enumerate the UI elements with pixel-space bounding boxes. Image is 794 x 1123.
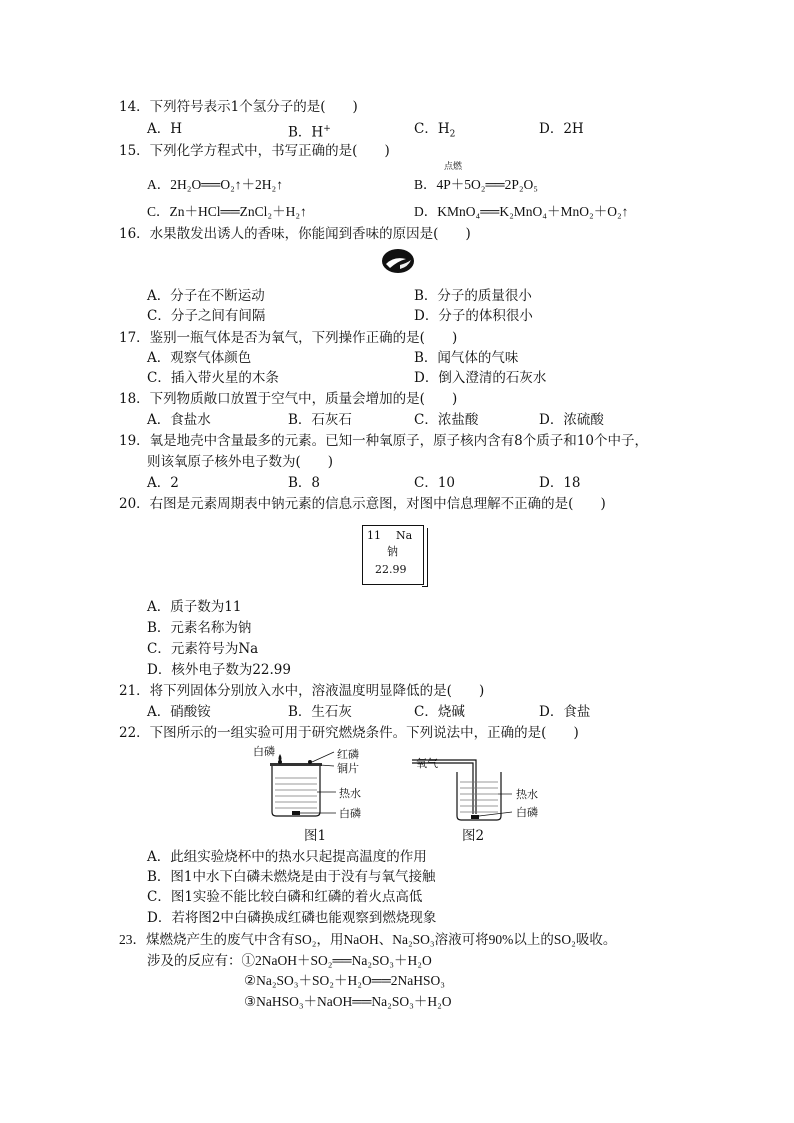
q20-option-c: C．元素符号为Na: [147, 641, 259, 657]
q23-stem-line2: 涉及的反应有：①2NaOH＋SO₂══Na₂SO₃＋H₂O: [147, 953, 432, 968]
fig1-label-white-p-top: 白磷: [253, 745, 275, 758]
q22-option-b: B．图1中水下白磷未燃烧是由于没有与氧气接触: [147, 869, 436, 885]
q20-stem: 20．右图是元素周期表中钠元素的信息示意图，对图中信息理解不正确的是( ): [119, 496, 606, 512]
q22-stem: 22．下图所示的一组实验可用于研究燃烧条件。下列说法中，正确的是( ): [119, 725, 579, 741]
q21-option-c: C．烧碱: [414, 704, 465, 720]
q14-option-c: C．$H_2$: [414, 121, 456, 140]
fig2-label-hot-water: 热水: [516, 788, 538, 801]
element-card-name: 钠: [387, 545, 398, 558]
element-card-symbol: Na: [396, 529, 413, 542]
q17-option-d: D．倒入澄清的石灰水: [414, 370, 547, 386]
element-card-sodium: [362, 525, 424, 585]
q21-option-b: B．生石灰: [288, 704, 352, 720]
q19-stem-line1: 19．氧是地壳中含量最多的元素。已知一种氧原子，原子核内含有8个质子和10个中子，: [119, 433, 648, 449]
q18-option-a: A．食盐水: [147, 412, 211, 428]
element-card-mass: 22.99: [375, 563, 407, 576]
q22-option-a: A．此组实验烧杯中的热水只起提高温度的作用: [147, 849, 427, 865]
q14-stem: 14．下列符号表示1个氢分子的是( ): [119, 99, 358, 115]
q16-option-a: A．分子在不断运动: [147, 288, 265, 304]
q15-condition: 点燃: [444, 162, 463, 172]
q15-option-d: D．KMnO₄══K₂MnO₄＋MnO₂＋O₂↑: [414, 204, 629, 219]
q16-option-d: D．分子的体积很小: [414, 308, 533, 324]
q19-option-c: C．10: [414, 475, 456, 491]
fig1-label-white-p-bottom: 白磷: [339, 807, 361, 820]
fig1-label-hot-water: 热水: [339, 787, 361, 800]
q14-option-d: D．2H: [539, 121, 584, 137]
fig2-label-oxygen: 氧气: [416, 757, 438, 770]
fig1-label-copper: 铜片: [337, 762, 359, 775]
q23-stem-line1: 23．煤燃烧产生的废气中含有SO₂，用NaOH、Na₂SO₃溶液可将90%以上的SO₂吸收。: [119, 932, 617, 947]
q20-option-b: B．元素名称为钠: [147, 620, 252, 636]
q17-option-c: C．插入带火星的木条: [147, 370, 279, 386]
fig2-label-white-p: 白磷: [516, 806, 538, 819]
q18-option-b: B．石灰石: [288, 412, 352, 428]
fig1-label-red-p: 红磷: [337, 748, 359, 761]
q18-option-d: D．浓硫酸: [539, 412, 604, 428]
q17-option-a: A．观察气体颜色: [147, 350, 252, 366]
q21-option-a: A．硝酸铵: [147, 704, 211, 720]
q16-option-c: C．分子之间有间隔: [147, 308, 266, 324]
q14-option-a: A．H: [147, 121, 183, 137]
q23-reaction-3: ③NaHSO₃＋NaOH══Na₂SO₃＋H₂O: [244, 994, 452, 1009]
figure-1-caption: 图1: [304, 828, 327, 844]
q15-stem: 15．下列化学方程式中，书写正确的是( ): [119, 143, 390, 159]
q19-option-a: A．2: [147, 475, 179, 491]
q23-reaction-2: ②Na₂SO₃＋SO₂＋H₂O══2NaHSO₃: [244, 973, 446, 988]
q19-option-b: B．8: [288, 475, 321, 491]
element-card-shadow: [422, 528, 428, 587]
q14-option-b: B．H+: [288, 124, 331, 141]
element-card-number: 11: [367, 529, 381, 542]
q15-option-a: A．2H₂O══O₂↑＋2H₂↑: [147, 177, 283, 192]
q18-option-c: C．浓盐酸: [414, 412, 479, 428]
q21-stem: 21．将下列固体分别放入水中，溶液温度明显降低的是( ): [119, 683, 485, 699]
q16-stem: 16．水果散发出诱人的香味，你能闻到香味的原因是( ): [119, 226, 471, 242]
q15-option-b: B．4P＋5O₂══2P₂O₅: [414, 177, 539, 192]
figure-2-caption: 图2: [462, 828, 485, 844]
q15-option-c: C．Zn＋HCl══ZnCl₂＋H₂↑: [147, 204, 307, 219]
q18-stem: 18．下列物质敞口放置于空气中，质量会增加的是( ): [119, 391, 458, 407]
q21-option-d: D．食盐: [539, 704, 591, 720]
q20-option-d: D．核外电子数为22.99: [147, 662, 291, 678]
q19-option-d: D．18: [539, 475, 581, 491]
q16-option-b: B．分子的质量很小: [414, 288, 532, 304]
q17-option-b: B．闻气体的气味: [414, 350, 519, 366]
q20-option-a: A．质子数为11: [147, 599, 242, 615]
q22-option-c: C．图1实验不能比较白磷和红磷的着火点高低: [147, 889, 423, 905]
q17-stem: 17．鉴别一瓶气体是否为氧气，下列操作正确的是( ): [119, 330, 458, 346]
q19-stem-line2: 则该氧原子核外电子数为( ): [147, 454, 334, 470]
q22-option-d: D．若将图2中白磷换成红磷也能观察到燃烧现象: [147, 910, 437, 926]
fruit-icon: [380, 247, 416, 275]
